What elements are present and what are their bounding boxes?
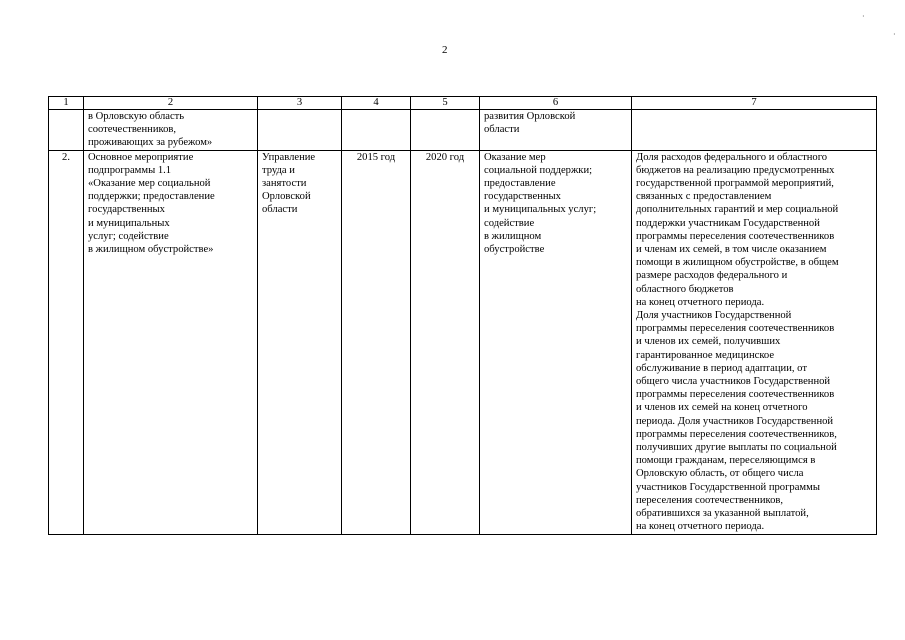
result-cell: Оказание мер социальной поддержки; предоставление государственных и муниципальных услуг; содействие в жилищном обустройстве xyxy=(480,150,632,534)
indicators-cell: Доля расходов федерального и областного бюджетов на реализацию предусмотренных государственной программой мероприятий, связанных с предоставлением дополнительных гарантий и мер социальной поддержки участникам Государственной программы переселения соотечественников и членам их семей, в том числе оказанием помощи в жилищном обустройстве, в общем размере расходов федерального и областного бюджетов на конец отчетного периода. Доля участников Государственной программы переселения соотечественников и членов их семей, получивших гарантированное медицинское обслуживание в период адаптации, от общего числа участников Государственной программы переселения соотечественников и членов их семей на конец отчетного периода. Доля участников Государственной программы переселения соотечественников, получивших другие выплаты по социальной помощи гражданам, переселяющимся в Орловскую область, от общего числа участников Государственной программы переселения соотечественников, обратившихся за указанной выплатой, на конец отчетного периода. xyxy=(632,150,877,534)
scan-speck: · xyxy=(893,30,896,39)
start-year-cell xyxy=(342,110,411,151)
indicators-cell xyxy=(632,110,877,151)
executor-cell: Управление труда и занятости Орловской области xyxy=(258,150,342,534)
column-number: 4 xyxy=(342,97,411,110)
page-number: 2 xyxy=(442,44,448,56)
column-number: 2 xyxy=(84,97,258,110)
row-number xyxy=(49,110,84,151)
executor-cell xyxy=(258,110,342,151)
end-year-cell xyxy=(411,110,480,151)
activity-cell: Основное мероприятие подпрограммы 1.1 «Оказание мер социальной поддержки; предоставление государственных и муниципальных услуг; содействие в жилищном обустройстве» xyxy=(84,150,258,534)
column-number: 3 xyxy=(258,97,342,110)
column-number: 7 xyxy=(632,97,877,110)
table-row xyxy=(49,150,877,534)
column-number: 6 xyxy=(480,97,632,110)
column-number-row xyxy=(49,97,877,110)
program-table xyxy=(48,96,877,535)
column-number: 5 xyxy=(411,97,480,110)
start-year-cell: 2015 год xyxy=(342,150,411,534)
activity-cell: в Орловскую область соотечественников, проживающих за рубежом» xyxy=(84,110,258,151)
result-cell: развития Орловской области xyxy=(480,110,632,151)
column-number: 1 xyxy=(49,97,84,110)
scan-speck: · xyxy=(862,12,865,21)
row-number: 2. xyxy=(49,150,84,534)
table-row xyxy=(49,110,877,151)
end-year-cell: 2020 год xyxy=(411,150,480,534)
